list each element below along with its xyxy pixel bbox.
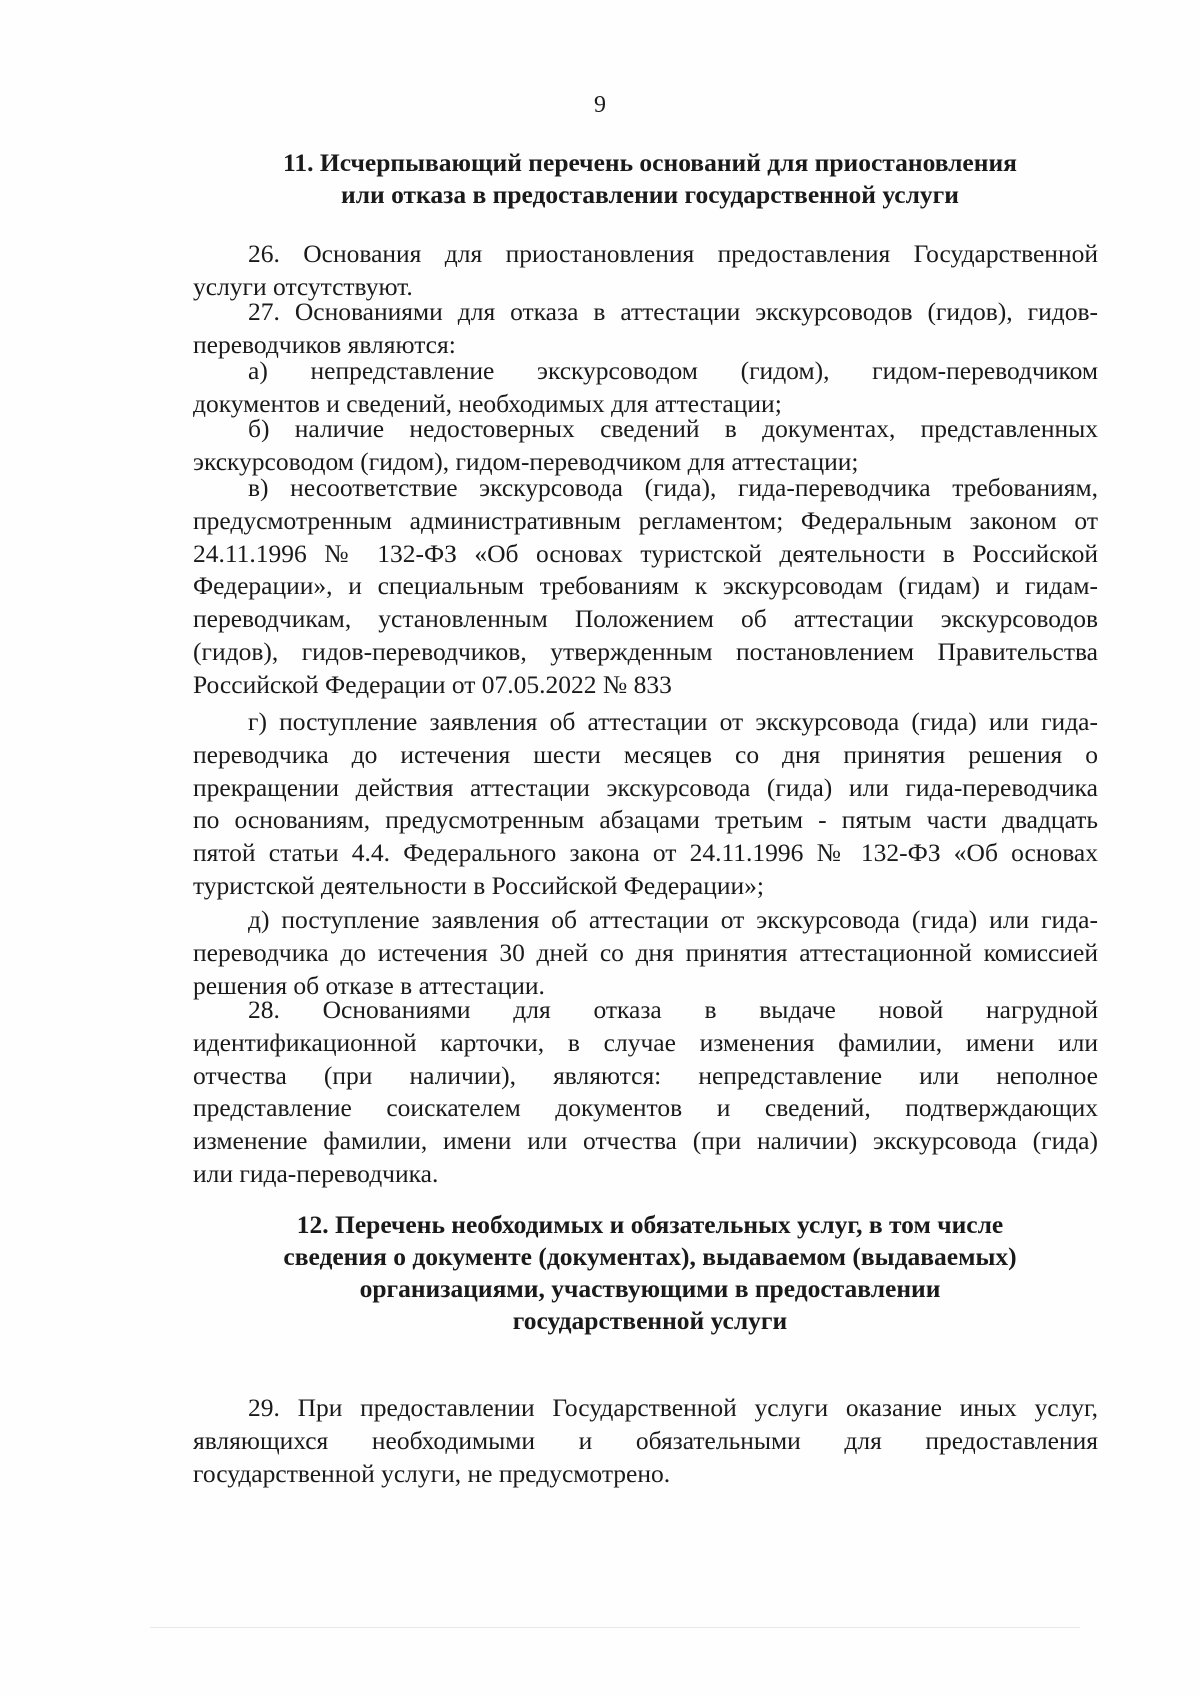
text-line: идентификационной карточки, в случае изменения фамилии, имени или: [193, 1027, 1098, 1057]
text-line: а) непредставление экскурсоводом (гидом), гидом-переводчиком: [248, 356, 1098, 385]
section-12-heading: [190, 1209, 1110, 1337]
text-line: г) поступление заявления об аттестации от экскурсовода (гида) или гида-: [248, 707, 1098, 736]
text-line: по основаниям, предусмотренным абзацами третьим - пятым части двадцать: [193, 805, 1098, 835]
text-line: или гида-переводчика.: [193, 1158, 439, 1188]
text-line: 24.11.1996 № 132-ФЗ «Об основах туристской деятельности в Российской: [193, 538, 1098, 568]
text-line: туристской деятельности в Российской Федерации»;: [193, 870, 764, 900]
paragraph-27-g: [193, 706, 1098, 903]
paragraph-27-a: [193, 355, 1098, 421]
text-line: государственной услуги, не предусмотрено.: [193, 1458, 671, 1488]
text-line: экскурсоводом (гидом), гидом-переводчиком для аттестации;: [193, 446, 859, 476]
section-12-title-line: государственной услуги: [512, 1306, 788, 1335]
text-line: решения об отказе в аттестации.: [193, 970, 545, 1000]
text-line: являющихся необходимыми и обязательными для предоставления: [193, 1425, 1098, 1455]
text-line: Федерации», и специальным требованиям к экскурсоводам (гидам) и гидам-: [193, 571, 1098, 601]
section-11-title-line: или отказа в предоставлении государственной услуги: [341, 180, 959, 209]
section-11-title-line: 11. Исчерпывающий перечень оснований для приостановления: [283, 148, 1017, 177]
paragraph-28: [193, 994, 1098, 1191]
text-line: отчества (при наличии), являются: непредставление или неполное: [193, 1060, 1098, 1090]
paragraph-26: [193, 238, 1098, 304]
section-12-title-line: сведения о документе (документах), выдаваемом (выдаваемых): [283, 1242, 1017, 1271]
text-line: б) наличие недостоверных сведений в документах, представленных: [248, 414, 1098, 443]
text-line: 29. При предоставлении Государственной услуги оказание иных услуг,: [248, 1393, 1098, 1422]
text-line: (гидов), гидов-переводчиков, утвержденным постановлением Правительства: [193, 636, 1098, 666]
text-line: прекращении действия аттестации экскурсовода (гида) или гида-переводчика: [193, 772, 1098, 802]
text-line: переводчика до истечения 30 дней со дня принятия аттестационной комиссией: [193, 937, 1098, 967]
text-line: изменение фамилии, имени или отчества (при наличии) экскурсовода (гида): [193, 1126, 1098, 1156]
text-line: 28. Основаниями для отказа в выдаче новой нагрудной: [248, 995, 1098, 1024]
text-line: Российской Федерации от 07.05.2022 № 833: [193, 669, 672, 699]
section-12-title-line: 12. Перечень необходимых и обязательных услуг, в том числе: [296, 1210, 1004, 1239]
text-line: д) поступление заявления об аттестации от экскурсовода (гида) или гида-: [248, 905, 1098, 934]
paragraph-27: [193, 296, 1098, 362]
text-line: переводчика до истечения шести месяцев со дня принятия решения о: [193, 739, 1098, 769]
paragraph-27-b: [193, 413, 1098, 479]
text-line: пятой статьи 4.4. Федерального закона от 24.11.1996 № 132-ФЗ «Об основах: [193, 838, 1098, 868]
text-line: 26. Основания для приостановления предоставления Государственной: [248, 239, 1098, 268]
text-line: документов и сведений, необходимых для аттестации;: [193, 388, 782, 418]
paragraph-27-v: [193, 472, 1098, 702]
text-line: предусмотренным административным регламентом; Федеральным законом от: [193, 505, 1098, 535]
section-12-title-line: организациями, участвующими в предоставлении: [359, 1274, 941, 1303]
text-line: услуги отсутствуют.: [193, 271, 413, 301]
page-number: 9: [594, 92, 606, 118]
scan-edge-divider: [150, 1627, 1080, 1628]
paragraph-27-d: [193, 904, 1098, 1002]
text-line: переводчиков являются:: [193, 329, 456, 359]
text-line: в) несоответствие экскурсовода (гида), гида-переводчика требованиям,: [248, 473, 1098, 502]
paragraph-29: [193, 1392, 1098, 1490]
section-11-heading: [190, 147, 1110, 211]
text-line: переводчикам, установленным Положением об аттестации экскурсоводов: [193, 604, 1098, 634]
text-line: представление соискателем документов и сведений, подтверждающих: [193, 1093, 1098, 1123]
text-line: 27. Основаниями для отказа в аттестации экскурсоводов (гидов), гидов-: [248, 297, 1098, 326]
